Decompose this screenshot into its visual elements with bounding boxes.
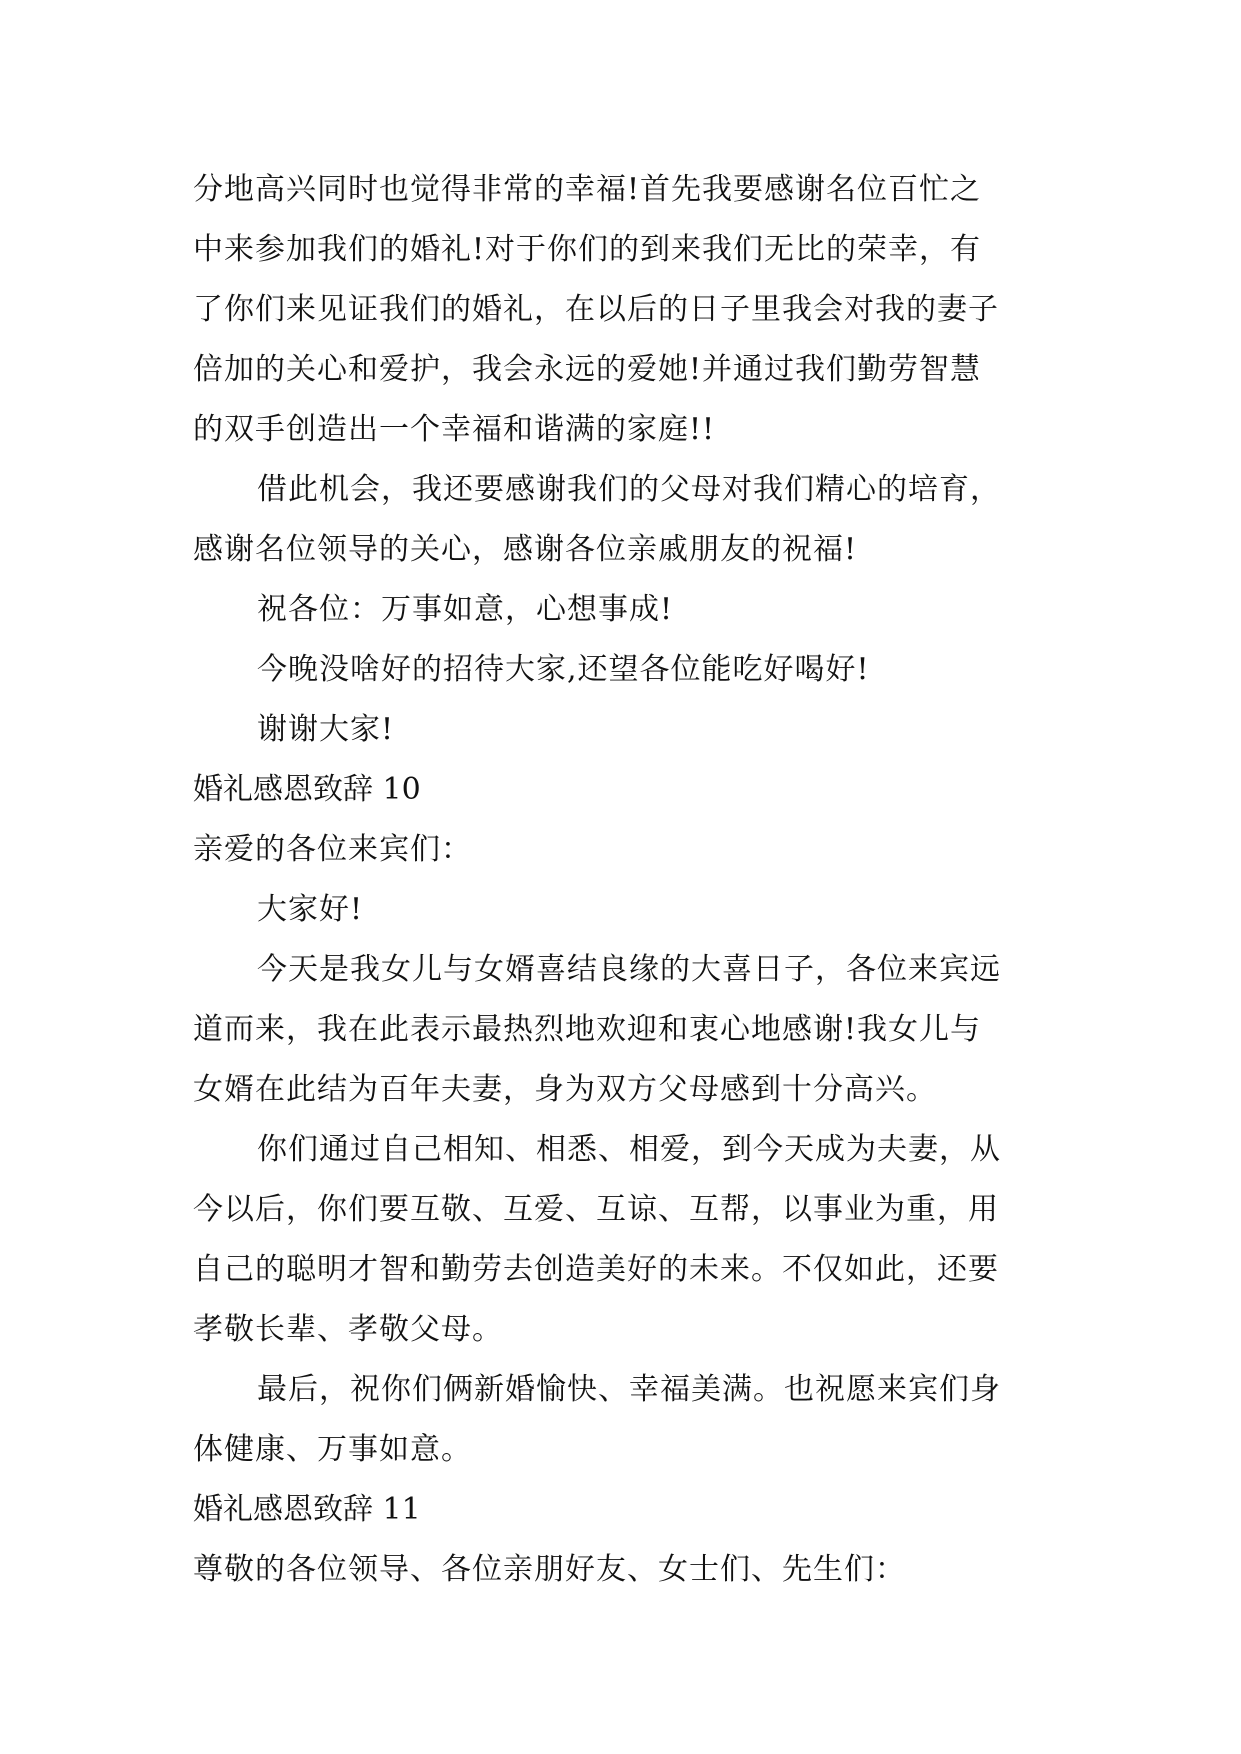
body-line: 中来参加我们的婚礼!对于你们的到来我们无比的荣幸，有	[193, 232, 982, 267]
section-heading: 婚礼感恩致辞 11	[193, 1492, 421, 1527]
body-line: 感谢名位领导的关心，感谢各位亲戚朋友的祝福!	[193, 532, 858, 567]
salutation-line: 尊敬的各位领导、各位亲朋好友、女士们、先生们：	[193, 1552, 906, 1587]
body-line: 女婿在此结为百年夫妻，身为双方父母感到十分高兴。	[193, 1072, 937, 1107]
paragraph-start-line: 你们通过自己相知、相悉、相爱，到今天成为夫妻，从	[257, 1132, 1001, 1167]
body-line: 倍加的关心和爱护，我会永远的爱她!并通过我们勤劳智慧	[193, 352, 982, 387]
paragraph-start-line: 祝各位：万事如意，心想事成!	[257, 592, 674, 627]
body-line: 孝敬长辈、孝敬父母。	[193, 1312, 503, 1347]
paragraph-start-line: 最后，祝你们俩新婚愉快、幸福美满。也祝愿来宾们身	[257, 1372, 1001, 1407]
paragraph-start-line: 今晚没啥好的招待大家,还望各位能吃好喝好!	[257, 652, 870, 687]
body-line: 的双手创造出一个幸福和谐满的家庭!!	[193, 412, 716, 447]
body-line: 今以后，你们要互敬、互爱、互谅、互帮，以事业为重，用	[193, 1192, 999, 1227]
body-line: 自己的聪明才智和勤劳去创造美好的未来。不仅如此，还要	[193, 1252, 999, 1287]
section-heading: 婚礼感恩致辞 10	[193, 772, 421, 807]
salutation-line: 亲爱的各位来宾们：	[193, 832, 472, 867]
body-line: 道而来，我在此表示最热烈地欢迎和衷心地感谢!我女儿与	[193, 1012, 982, 1047]
body-line: 了你们来见证我们的婚礼，在以后的日子里我会对我的妻子	[193, 292, 999, 327]
body-line: 体健康、万事如意。	[193, 1432, 472, 1467]
paragraph-start-line: 大家好!	[257, 892, 364, 927]
paragraph-start-line: 谢谢大家!	[257, 712, 395, 747]
body-line: 分地高兴同时也觉得非常的幸福!首先我要感谢名位百忙之	[193, 172, 982, 207]
paragraph-start-line: 借此机会，我还要感谢我们的父母对我们精心的培育，	[257, 472, 1001, 507]
paragraph-start-line: 今天是我女儿与女婿喜结良缘的大喜日子，各位来宾远	[257, 952, 1001, 987]
document-body	[193, 160, 1073, 1600]
